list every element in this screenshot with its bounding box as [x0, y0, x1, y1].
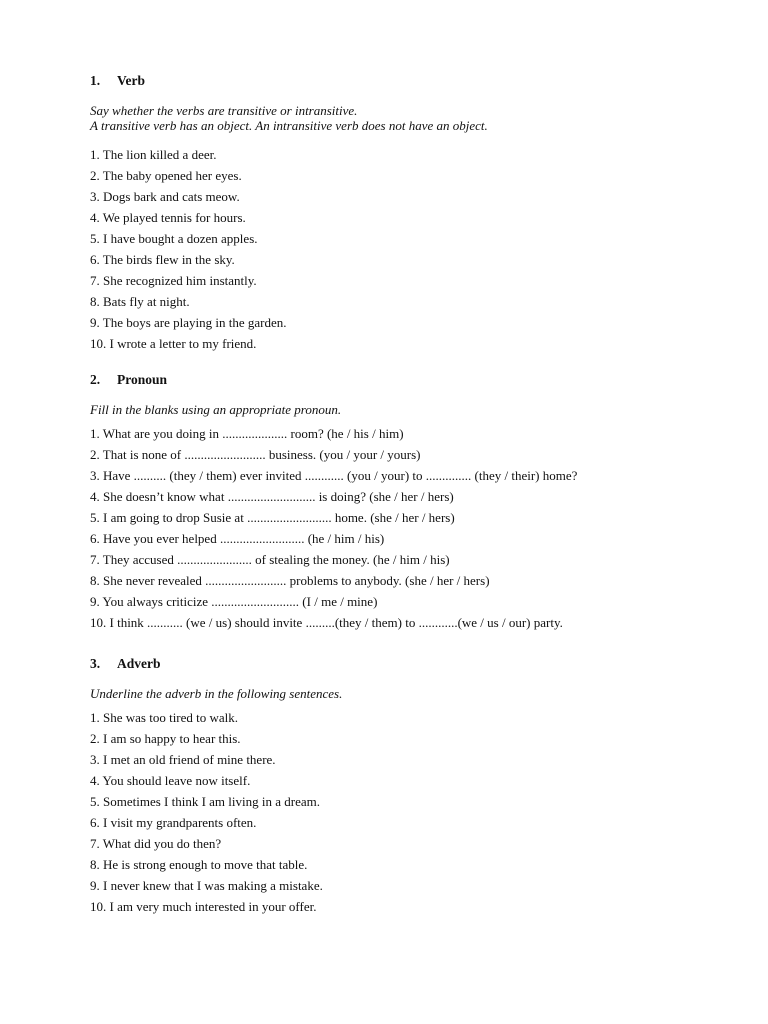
section-title: Verb — [117, 73, 146, 88]
exercise-item: 10. I am very much interested in your offer. — [90, 899, 317, 914]
section-adverb — [90, 656, 730, 917]
instruction-line: Underline the adverb in the following sentences. — [90, 686, 343, 701]
section-heading — [90, 372, 730, 388]
section-number: 3. — [90, 656, 101, 671]
section-heading — [90, 73, 730, 89]
exercise-item: 4. She doesn’t know what ........................... is doing? (she / her / hers) — [90, 489, 454, 504]
exercise-list — [90, 707, 730, 917]
section-instructions — [90, 402, 730, 417]
exercise-list — [90, 423, 730, 633]
exercise-item: 4. You should leave now itself. — [90, 773, 251, 788]
instruction-line: A transitive verb has an object. An intransitive verb does not have an object. — [90, 118, 488, 133]
exercise-list — [90, 144, 730, 354]
exercise-item: 6. Have you ever helped .......................... (he / him / his) — [90, 531, 385, 546]
section-number: 2. — [90, 372, 101, 387]
exercise-item: 7. They accused ....................... of stealing the money. (he / him / his) — [90, 552, 450, 567]
exercise-item: 6. I visit my grandparents often. — [90, 815, 257, 830]
section-verb — [90, 73, 730, 354]
section-instructions — [90, 103, 730, 133]
exercise-item: 8. She never revealed ......................... problems to anybody. (she / her / hers) — [90, 573, 490, 588]
exercise-item: 5. I have bought a dozen apples. — [90, 231, 258, 246]
exercise-item: 7. What did you do then? — [90, 836, 222, 851]
exercise-item: 3. Have .......... (they / them) ever invited ............ (you / your) to .............. (they / their) home? — [90, 468, 578, 483]
exercise-item: 10. I think ........... (we / us) should invite .........(they / them) to ............(we / us / our) party. — [90, 615, 563, 630]
exercise-item: 5. Sometimes I think I am living in a dream. — [90, 794, 320, 809]
exercise-item: 6. The birds flew in the sky. — [90, 252, 235, 267]
section-pronoun — [90, 372, 730, 633]
exercise-item: 3. Dogs bark and cats meow. — [90, 189, 240, 204]
section-title: Pronoun — [117, 372, 168, 387]
exercise-item: 3. I met an old friend of mine there. — [90, 752, 276, 767]
exercise-item: 8. He is strong enough to move that table. — [90, 857, 308, 872]
instruction-line: Fill in the blanks using an appropriate pronoun. — [90, 402, 342, 417]
exercise-item: 1. What are you doing in .................... room? (he / his / him) — [90, 426, 404, 441]
exercise-item: 1. She was too tired to walk. — [90, 710, 239, 725]
exercise-item: 9. I never knew that I was making a mistake. — [90, 878, 323, 893]
exercise-item: 4. We played tennis for hours. — [90, 210, 246, 225]
instruction-line: Say whether the verbs are transitive or intransitive. — [90, 103, 358, 118]
exercise-item: 8. Bats fly at night. — [90, 294, 190, 309]
section-heading — [90, 656, 730, 672]
exercise-item: 2. The baby opened her eyes. — [90, 168, 242, 183]
section-number: 1. — [90, 73, 101, 88]
exercise-item: 5. I am going to drop Susie at .......................... home. (she / her / hers) — [90, 510, 455, 525]
section-instructions — [90, 686, 730, 701]
exercise-item: 9. The boys are playing in the garden. — [90, 315, 287, 330]
section-title: Adverb — [117, 656, 161, 671]
exercise-item: 2. I am so happy to hear this. — [90, 731, 241, 746]
exercise-item: 7. She recognized him instantly. — [90, 273, 257, 288]
exercise-item: 10. I wrote a letter to my friend. — [90, 336, 257, 351]
exercise-item: 9. You always criticize ........................... (I / me / mine) — [90, 594, 378, 609]
exercise-item: 2. That is none of ......................... business. (you / your / yours) — [90, 447, 421, 462]
exercise-item: 1. The lion killed a deer. — [90, 147, 217, 162]
